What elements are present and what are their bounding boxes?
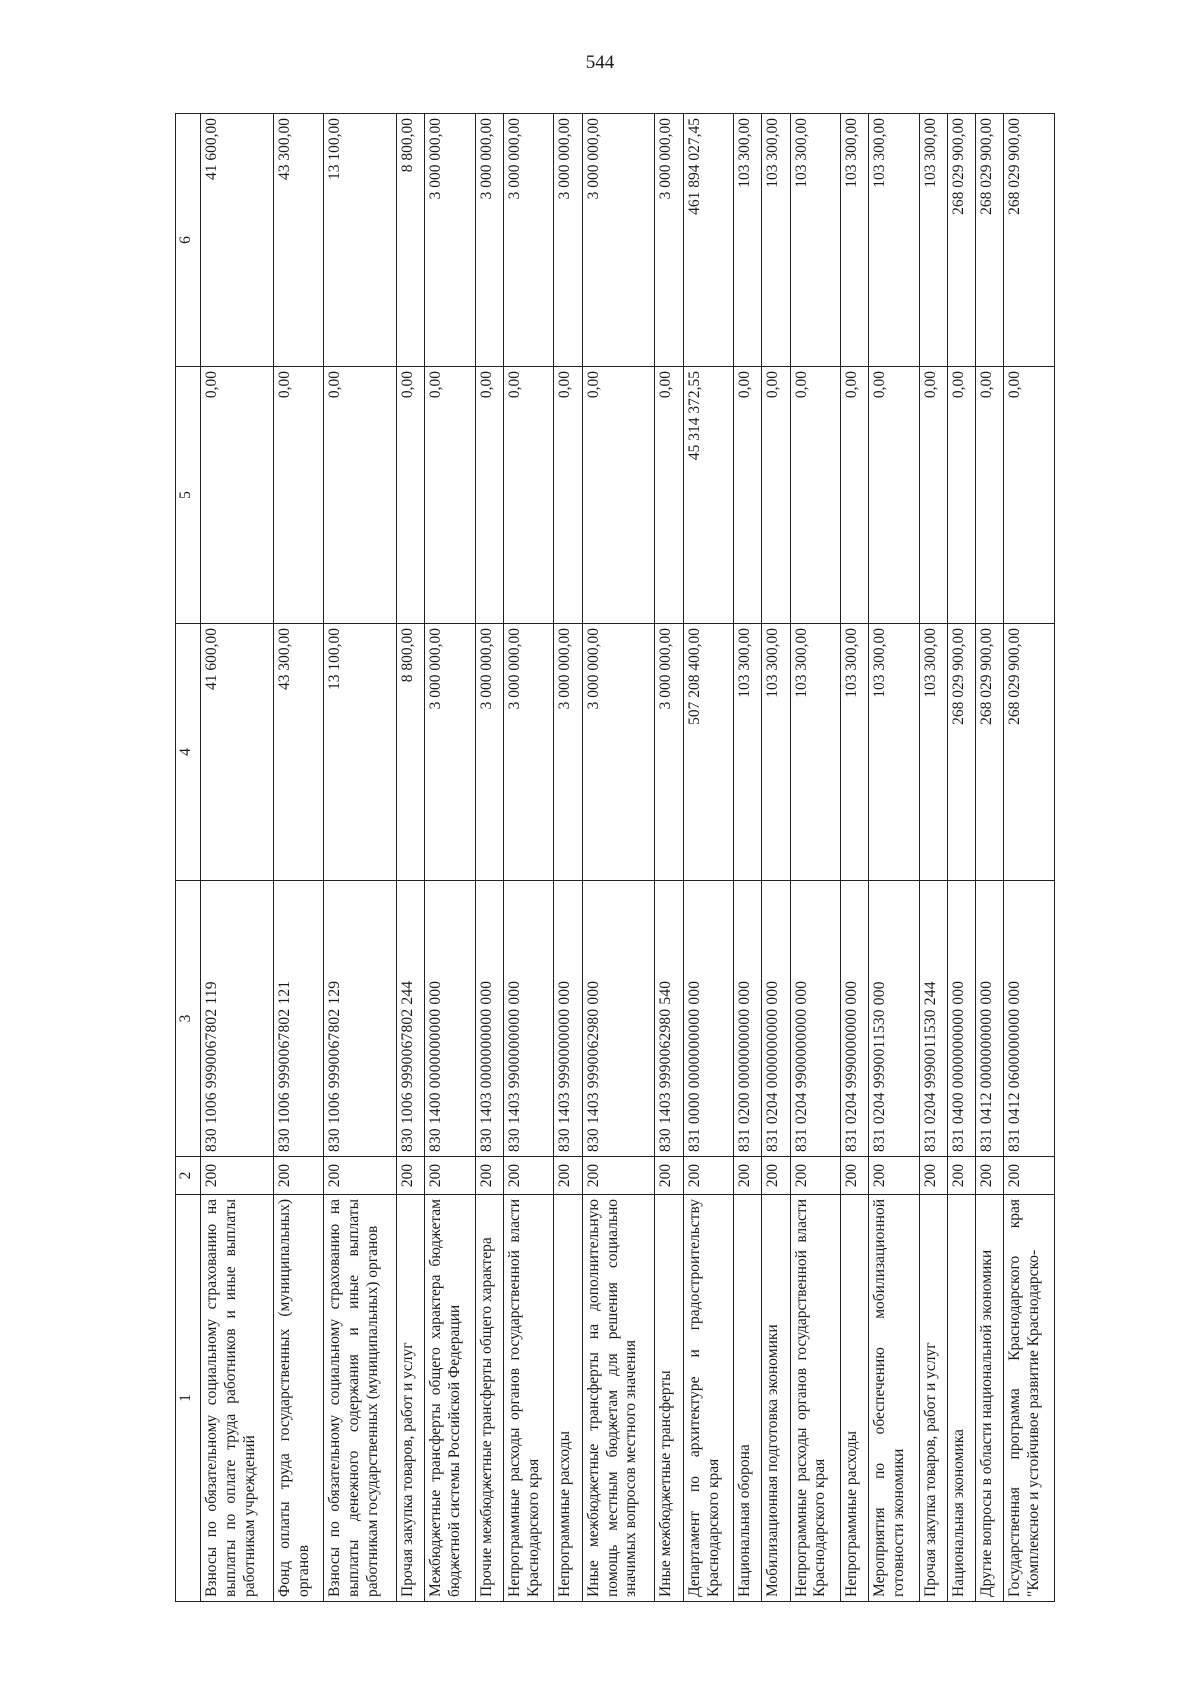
row-remaining-amount: 268 029 900,00	[1004, 114, 1055, 367]
row-line-code: 200	[503, 1157, 554, 1195]
row-line-code: 200	[947, 1157, 975, 1195]
table-row	[503, 114, 554, 1602]
table-row	[919, 114, 947, 1602]
row-budget-code: 830 1006 9990067802 121	[273, 881, 324, 1157]
row-budget-code: 831 0412 0000000000 000	[976, 881, 1004, 1157]
row-remaining-amount: 461 894 027,45	[683, 114, 734, 367]
row-executed-amount: 0,00	[1004, 367, 1055, 624]
row-remaining-amount: 3 000 000,00	[582, 114, 655, 367]
row-remaining-amount: 8 800,00	[397, 114, 425, 367]
table-row	[1004, 114, 1055, 1602]
row-remaining-amount: 3 000 000,00	[475, 114, 503, 367]
row-remaining-amount: 103 300,00	[841, 114, 869, 367]
table-row	[790, 114, 841, 1602]
row-remaining-amount: 268 029 900,00	[947, 114, 975, 367]
row-approved-amount: 103 300,00	[790, 624, 841, 881]
row-name: Взносы по обязательному социальному страхованию на выплаты по оплате труда работников и иные выплаты работникам учреждений	[201, 1195, 274, 1602]
row-budget-code: 831 0000 0000000000 000	[683, 881, 734, 1157]
row-line-code: 200	[762, 1157, 790, 1195]
row-name: Прочая закупка товаров, работ и услуг	[397, 1195, 425, 1602]
table-row	[554, 114, 582, 1602]
row-remaining-amount: 103 300,00	[762, 114, 790, 367]
row-remaining-amount: 43 300,00	[273, 114, 324, 367]
row-budget-code: 830 1403 0000000000 000	[475, 881, 503, 1157]
row-executed-amount: 0,00	[790, 367, 841, 624]
row-name: Непрограммные расходы	[841, 1195, 869, 1602]
row-remaining-amount: 103 300,00	[734, 114, 762, 367]
row-executed-amount: 0,00	[273, 367, 324, 624]
row-line-code: 200	[425, 1157, 476, 1195]
row-remaining-amount: 13 100,00	[324, 114, 397, 367]
row-budget-code: 830 1403 9990000000 000	[554, 881, 582, 1157]
row-budget-code: 831 0204 9990011530 000	[869, 881, 920, 1157]
table-row	[947, 114, 975, 1602]
row-line-code: 200	[919, 1157, 947, 1195]
table-body	[201, 114, 1055, 1602]
row-remaining-amount: 3 000 000,00	[503, 114, 554, 367]
row-budget-code: 830 1403 9990062980 000	[582, 881, 655, 1157]
row-line-code: 200	[734, 1157, 762, 1195]
row-budget-code: 830 1006 9990067802 119	[201, 881, 274, 1157]
row-budget-code: 831 0400 0000000000 000	[947, 881, 975, 1157]
row-line-code: 200	[869, 1157, 920, 1195]
row-line-code: 200	[273, 1157, 324, 1195]
row-executed-amount: 0,00	[919, 367, 947, 624]
table-row	[841, 114, 869, 1602]
row-executed-amount: 0,00	[947, 367, 975, 624]
table-row	[762, 114, 790, 1602]
row-name: Иные межбюджетные трансферты на дополнительную помощь местным бюджетам для решения социально значимых вопросов местного значения	[582, 1195, 655, 1602]
row-approved-amount: 268 029 900,00	[1004, 624, 1055, 881]
row-name: Национальная экономика	[947, 1195, 975, 1602]
row-executed-amount: 0,00	[425, 367, 476, 624]
column-header: 2	[176, 1157, 201, 1195]
column-header: 1	[176, 1195, 201, 1602]
table-row	[655, 114, 683, 1602]
row-executed-amount: 0,00	[869, 367, 920, 624]
row-budget-code: 831 0204 9990000000 000	[841, 881, 869, 1157]
row-executed-amount: 0,00	[397, 367, 425, 624]
row-budget-code: 831 0204 9990011530 244	[919, 881, 947, 1157]
table-row	[324, 114, 397, 1602]
rotated-table-container	[175, 114, 1055, 1602]
row-budget-code: 831 0204 0000000000 000	[762, 881, 790, 1157]
row-approved-amount: 103 300,00	[919, 624, 947, 881]
row-approved-amount: 3 000 000,00	[582, 624, 655, 881]
row-approved-amount: 3 000 000,00	[655, 624, 683, 881]
row-executed-amount: 0,00	[324, 367, 397, 624]
row-line-code: 200	[976, 1157, 1004, 1195]
row-approved-amount: 507 208 400,00	[683, 624, 734, 881]
budget-table	[175, 113, 1055, 1602]
row-budget-code: 830 1006 9990067802 129	[324, 881, 397, 1157]
row-executed-amount: 0,00	[976, 367, 1004, 624]
row-remaining-amount: 268 029 900,00	[976, 114, 1004, 367]
row-name: Другие вопросы в области национальной экономики	[976, 1195, 1004, 1602]
row-executed-amount: 0,00	[841, 367, 869, 624]
table-row	[734, 114, 762, 1602]
row-line-code: 200	[397, 1157, 425, 1195]
table-row	[976, 114, 1004, 1602]
row-name: Непрограммные расходы	[554, 1195, 582, 1602]
column-header: 5	[176, 367, 201, 624]
row-approved-amount: 103 300,00	[869, 624, 920, 881]
row-budget-code: 830 1006 9990067802 244	[397, 881, 425, 1157]
row-executed-amount: 0,00	[655, 367, 683, 624]
row-approved-amount: 3 000 000,00	[475, 624, 503, 881]
row-approved-amount: 3 000 000,00	[425, 624, 476, 881]
column-header: 6	[176, 114, 201, 367]
row-name: Национальная оборона	[734, 1195, 762, 1602]
row-remaining-amount: 3 000 000,00	[554, 114, 582, 367]
row-line-code: 200	[1004, 1157, 1055, 1195]
row-budget-code: 830 1403 9900000000 000	[503, 881, 554, 1157]
row-name: Департамент по архитектуре и градостроительству Краснодарского края	[683, 1195, 734, 1602]
row-name: Фонд оплаты труда государственных (муниципальных) органов	[273, 1195, 324, 1602]
row-approved-amount: 43 300,00	[273, 624, 324, 881]
row-line-code: 200	[582, 1157, 655, 1195]
row-approved-amount: 103 300,00	[762, 624, 790, 881]
row-name: Мобилизационная подготовка экономики	[762, 1195, 790, 1602]
table-row	[397, 114, 425, 1602]
table-row	[273, 114, 324, 1602]
row-budget-code: 831 0412 0600000000 000	[1004, 881, 1055, 1157]
row-executed-amount: 0,00	[201, 367, 274, 624]
table-row	[201, 114, 274, 1602]
row-name: Государственная программа Краснодарского края "Комплексное и устойчивое развитие Краснодарско-	[1004, 1195, 1055, 1602]
row-budget-code: 830 1400 0000000000 000	[425, 881, 476, 1157]
table-row	[869, 114, 920, 1602]
row-executed-amount: 0,00	[503, 367, 554, 624]
row-name: Непрограммные расходы органов государственной власти Краснодарского края	[790, 1195, 841, 1602]
row-approved-amount: 3 000 000,00	[554, 624, 582, 881]
row-remaining-amount: 103 300,00	[919, 114, 947, 367]
row-executed-amount: 0,00	[762, 367, 790, 624]
row-line-code: 200	[475, 1157, 503, 1195]
row-name: Прочая закупка товаров, работ и услуг	[919, 1195, 947, 1602]
row-budget-code: 831 0200 0000000000 000	[734, 881, 762, 1157]
row-remaining-amount: 103 300,00	[869, 114, 920, 367]
row-approved-amount: 268 029 900,00	[976, 624, 1004, 881]
row-approved-amount: 8 800,00	[397, 624, 425, 881]
column-header: 3	[176, 881, 201, 1157]
row-approved-amount: 103 300,00	[841, 624, 869, 881]
row-line-code: 200	[841, 1157, 869, 1195]
row-approved-amount: 268 029 900,00	[947, 624, 975, 881]
row-remaining-amount: 41 600,00	[201, 114, 274, 367]
row-budget-code: 831 0204 9900000000 000	[790, 881, 841, 1157]
row-approved-amount: 13 100,00	[324, 624, 397, 881]
row-line-code: 200	[554, 1157, 582, 1195]
table-row	[683, 114, 734, 1602]
row-name: Межбюджетные трансферты общего характера бюджетам бюджетной системы Российской Федерации	[425, 1195, 476, 1602]
row-executed-amount: 0,00	[554, 367, 582, 624]
row-name: Прочие межбюджетные трансферты общего характера	[475, 1195, 503, 1602]
row-remaining-amount: 3 000 000,00	[655, 114, 683, 367]
row-executed-amount: 0,00	[734, 367, 762, 624]
row-executed-amount: 45 314 372,55	[683, 367, 734, 624]
row-line-code: 200	[655, 1157, 683, 1195]
row-line-code: 200	[790, 1157, 841, 1195]
row-line-code: 200	[201, 1157, 274, 1195]
row-remaining-amount: 103 300,00	[790, 114, 841, 367]
row-name: Мероприятия по обеспечению мобилизационной готовности экономики	[869, 1195, 920, 1602]
row-approved-amount: 3 000 000,00	[503, 624, 554, 881]
row-executed-amount: 0,00	[582, 367, 655, 624]
row-remaining-amount: 3 000 000,00	[425, 114, 476, 367]
row-line-code: 200	[683, 1157, 734, 1195]
table-row	[425, 114, 476, 1602]
row-name: Иные межбюджетные трансферты	[655, 1195, 683, 1602]
row-line-code: 200	[324, 1157, 397, 1195]
row-name: Непрограммные расходы органов государственной власти Краснодарского края	[503, 1195, 554, 1602]
row-name: Взносы по обязательному социальному страхованию на выплаты денежного содержания и иные выплаты работникам государственных (муниципальных) органов	[324, 1195, 397, 1602]
table-header-row	[176, 114, 201, 1602]
table-row	[475, 114, 503, 1602]
row-budget-code: 830 1403 9990062980 540	[655, 881, 683, 1157]
table-row	[582, 114, 655, 1602]
row-executed-amount: 0,00	[475, 367, 503, 624]
column-header: 4	[176, 624, 201, 881]
row-approved-amount: 41 600,00	[201, 624, 274, 881]
row-approved-amount: 103 300,00	[734, 624, 762, 881]
page-number: 544	[585, 52, 615, 73]
